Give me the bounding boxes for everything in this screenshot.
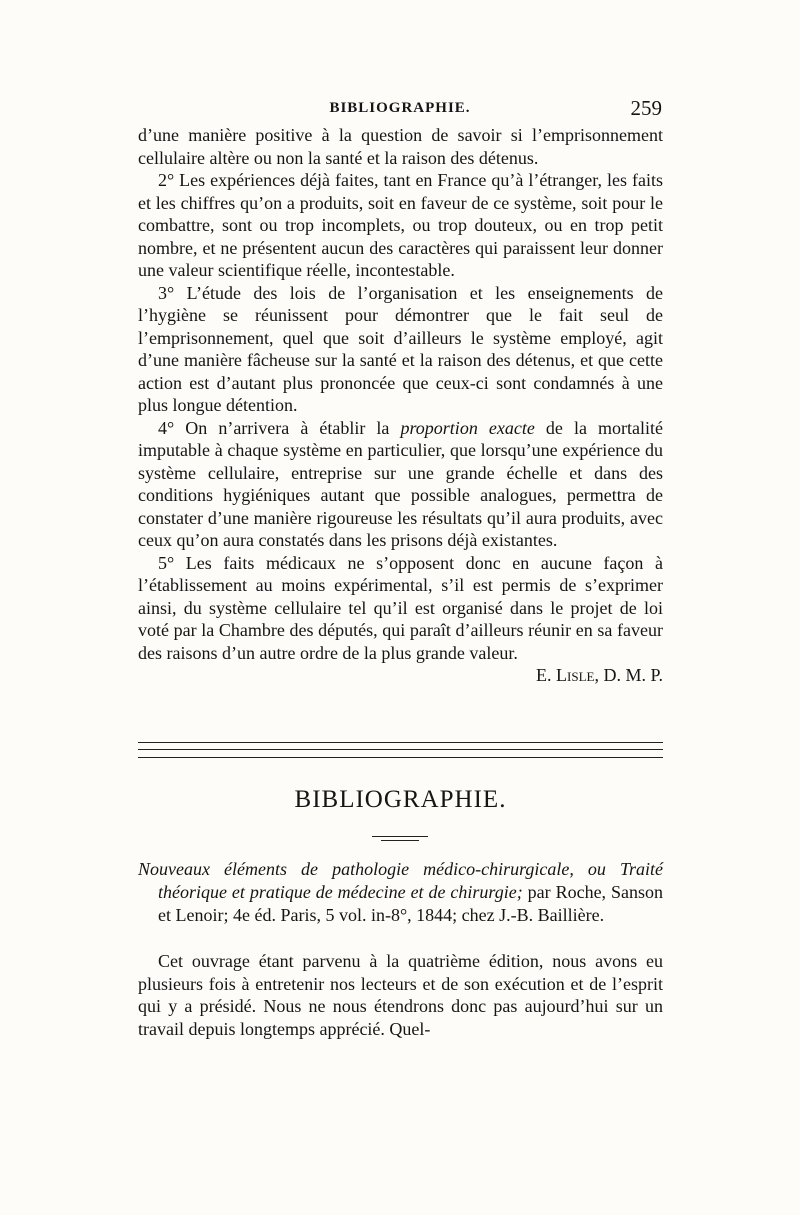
signature-name: Lisle: [556, 665, 595, 685]
article-body: [138, 124, 663, 687]
signature-suffix: , D. M. P.: [594, 665, 663, 685]
review-body: [138, 950, 663, 1040]
point-4-rest: de la mortalité imputable à chaque système en particulier, que lorsqu’une expérience du système cellulaire, entreprise sur une grande échelle et dans des conditions hygiéniques autant que possible analogues, permettra de constater d’une manière rigoureuse les résultats qu’il aura produits, avec ceux qu’on aura constatés dans les prisons déjà existantes.: [138, 417, 663, 550]
point-4-emphasis: proportion exacte: [400, 417, 535, 438]
section-divider-double: [138, 742, 663, 750]
page-header: [138, 96, 662, 124]
author-signature: [138, 664, 663, 687]
paragraph-point-5: 5° Les faits médicaux ne s’opposent donc en aucune façon à l’établissement au moins expérimental, s’il est permis de s’exprimer ainsi, du système cellulaire tel qu’il est organisé dans le projet de loi voté par la Chambre des députés, qui paraît d’ailleurs réunir en sa faveur des raisons d’un autre ordre de la plus grande valeur.: [138, 552, 663, 663]
page-number: 259: [630, 96, 662, 120]
signature-initial: E.: [536, 665, 557, 685]
reference-title: Nouveaux éléments de pathologie médico-chirurgicale, ou Traité théorique et pratique de médecine et de chirurgie;: [138, 859, 663, 902]
short-rule-upper: [372, 836, 428, 837]
reference-entry: [138, 858, 663, 927]
section-divider-single: [138, 757, 663, 758]
paragraph-point-2: 2° Les expériences déjà faites, tant en France qu’à l’étranger, les faits et les chiffres qu’on a produits, soit en faveur de ce système, soit pour le combattre, sont ou trop incomplets, ou trop douteux, ou en trop petit nombre, et ne présentent aucun des caractères qui paraissent leur donner une valeur scientifique réelle, incontestable.: [138, 170, 663, 280]
bibliographic-reference: [138, 858, 663, 927]
short-rule-lower: [381, 840, 419, 841]
review-paragraph: Cet ouvrage étant parvenu à la quatrième édition, nous avons eu plusieurs fois à entretenir nos lecteurs et de son exécution et de l’esprit qui y a présidé. Nous ne nous étendrons donc pas aujourd’hui sur un travail depuis longtemps apprécié. Quel-: [138, 951, 663, 1039]
paragraph-point-4: [138, 417, 663, 552]
section-title: BIBLIOGRAPHIE.: [294, 786, 507, 813]
running-head: BIBLIOGRAPHIE.: [329, 100, 471, 116]
reference-details: par Roche, Sanson et Lenoir; 4e éd. Paris, 5 vol. in-8°, 1844; chez J.-B. Baillière.: [158, 882, 663, 925]
paragraph-point-3: 3° L’étude des lois de l’organisation et les enseignements de l’hygiène se réunissent pour démontrer que le fait seul de l’emprisonnement, quel que soit d’ailleurs le système employé, agit d’une manière fâcheuse sur la santé et la raison des détenus, et que cette action est d’autant plus prononcée que ceux-ci sont condamnés à une plus longue détention.: [138, 282, 663, 415]
paragraph-continued: d’une manière positive à la question de savoir si l’emprisonnement cellulaire altère ou non la santé et la raison des détenus.: [138, 125, 663, 168]
point-4-lead: 4° On n’arrivera à établir la: [158, 417, 401, 438]
